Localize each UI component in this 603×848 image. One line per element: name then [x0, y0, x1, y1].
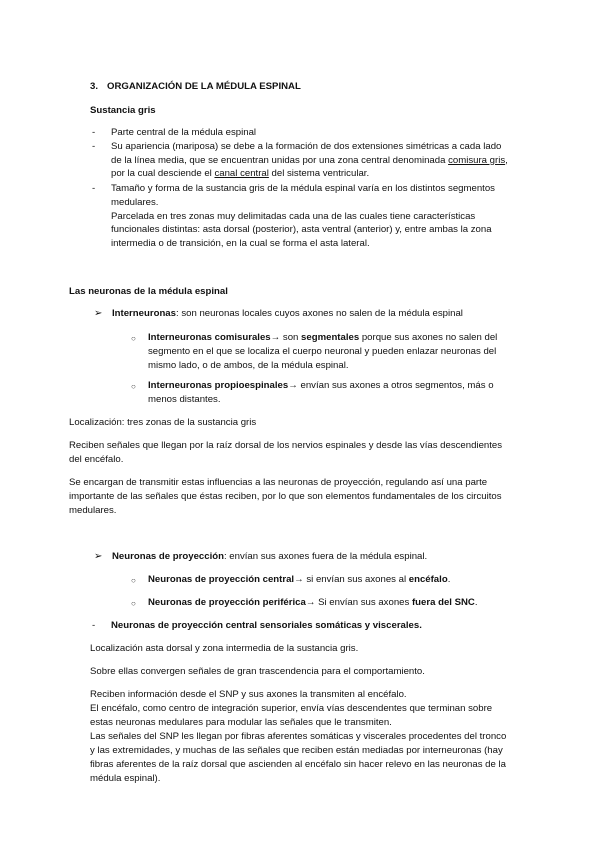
bullet-text: Tamaño y forma de la sustancia gris de la médula espinal varía en los distintos segmentos: [111, 183, 495, 194]
bullet-text: intermedia o de transición, en la cual se forma el asta lateral.: [111, 238, 370, 249]
bullet-text: funcionales distintas: asta dorsal (posterior), asta ventral (anterior) y, entre ambas la zona: [111, 224, 492, 235]
paragraph-text: Se encargan de transmitir estas influencias a las neuronas de proyección, regulando así una parte: [69, 477, 488, 488]
proyeccion-central-text: Neuronas de proyección central→ si envían sus axones al encéfalo.: [148, 574, 451, 585]
paragraph-text: El encéfalo, como centro de integración superior, envía vías descendentes que terminan sobre: [90, 703, 493, 714]
neuronas-heading: Las neuronas de la médula espinal: [69, 286, 228, 297]
paragraph-text: importante de las señales que éstas reciben, por lo que son elementos fundamentales de los circuitos: [69, 491, 502, 502]
paragraph-text: fibras aferentes de la raíz dorsal que ascienden al encéfalo sin hacer relevo en las neuronas de la: [90, 759, 506, 770]
proyeccion-periferica-text: Neuronas de proyección periférica→ Si envían sus axones fuera del SNC.: [148, 597, 478, 608]
proyeccion-text: Neuronas de proyección: envían sus axones fuera de la médula espinal.: [112, 551, 428, 562]
paragraph-text: del encéfalo.: [69, 454, 124, 465]
circle-bullet-icon: ○: [131, 576, 136, 585]
comisurales-text: Interneuronas comisurales→ son segmentales porque sus axones no salen del: [148, 332, 498, 343]
localizacion-text: Localización: tres zonas de la sustancia gris: [69, 417, 257, 428]
paragraph-text: estas neuronas medulares para modular las señales que le transmiten.: [90, 717, 392, 728]
circle-bullet-icon: ○: [131, 334, 136, 343]
propioespinales-text: menos distantes.: [148, 394, 221, 405]
sensoriales-heading: Neuronas de proyección central sensoriales somáticas y viscerales.: [111, 620, 422, 631]
section-number: 3.: [90, 81, 99, 92]
paragraph-text: Reciben señales que llegan por la raíz dorsal de los nervios espinales y desde las vías descendientes: [69, 440, 503, 451]
section-title: ORGANIZACIÓN DE LA MÉDULA ESPINAL: [107, 81, 301, 92]
paragraph-text: Localización asta dorsal y zona intermedia de la sustancia gris.: [90, 643, 359, 654]
dash-bullet-icon: -: [92, 141, 96, 152]
bullet-text: de la línea media, que se encuentran unidas por una zona central denominada comisura gris,: [111, 155, 508, 166]
paragraph-text: médula espinal).: [90, 773, 161, 784]
dash-bullet-icon: -: [92, 127, 96, 138]
paragraph-text: y las extremidades, y muchas de las señales que reciben están mediadas por interneuronas (hay: [90, 745, 503, 756]
paragraph-text: Reciben información desde el SNP y sus axones la transmiten al encéfalo.: [90, 689, 407, 700]
circle-bullet-icon: ○: [131, 599, 136, 608]
bullet-text: Parte central de la médula espinal: [111, 127, 257, 138]
dash-bullet-icon: -: [92, 620, 96, 631]
underlined-term: canal central: [214, 168, 269, 179]
underlined-term: comisura gris: [448, 155, 506, 166]
comisurales-text: segmento en el que se localiza el cuerpo neuronal y pueden enlazar neuronas del: [148, 346, 497, 357]
bullet-text: Parcelada en tres zonas muy delimitadas cada una de las cuales tiene características: [111, 211, 476, 222]
comisurales-text: mismo lado, o de ambos, de la médula espinal.: [148, 360, 349, 371]
propioespinales-text: Interneuronas propioespinales→ envían sus axones a otros segmentos, más o: [148, 380, 494, 391]
dash-bullet-icon: -: [92, 183, 96, 194]
bullet-text: Su apariencia (mariposa) se debe a la formación de dos extensiones simétricas a cada lado: [111, 141, 502, 152]
interneuronas-text: Interneuronas: son neuronas locales cuyos axones no salen de la médula espinal: [112, 308, 463, 319]
paragraph-text: Sobre ellas convergen señales de gran trascendencia para el comportamiento.: [90, 666, 425, 677]
circle-bullet-icon: ○: [131, 382, 136, 391]
paragraph-text: Las señales del SNP les llegan por fibras aferentes somáticas y viscerales procedentes del tronco: [90, 731, 507, 742]
bullet-text: por la cual desciende el canal central del sistema ventricular.: [111, 168, 370, 179]
paragraph-text: medulares.: [69, 505, 117, 516]
sustancia-heading: Sustancia gris: [90, 105, 156, 116]
arrow-bullet-icon: ➢: [94, 551, 103, 562]
arrow-bullet-icon: ➢: [94, 308, 103, 319]
bullet-text: medulares.: [111, 197, 159, 208]
